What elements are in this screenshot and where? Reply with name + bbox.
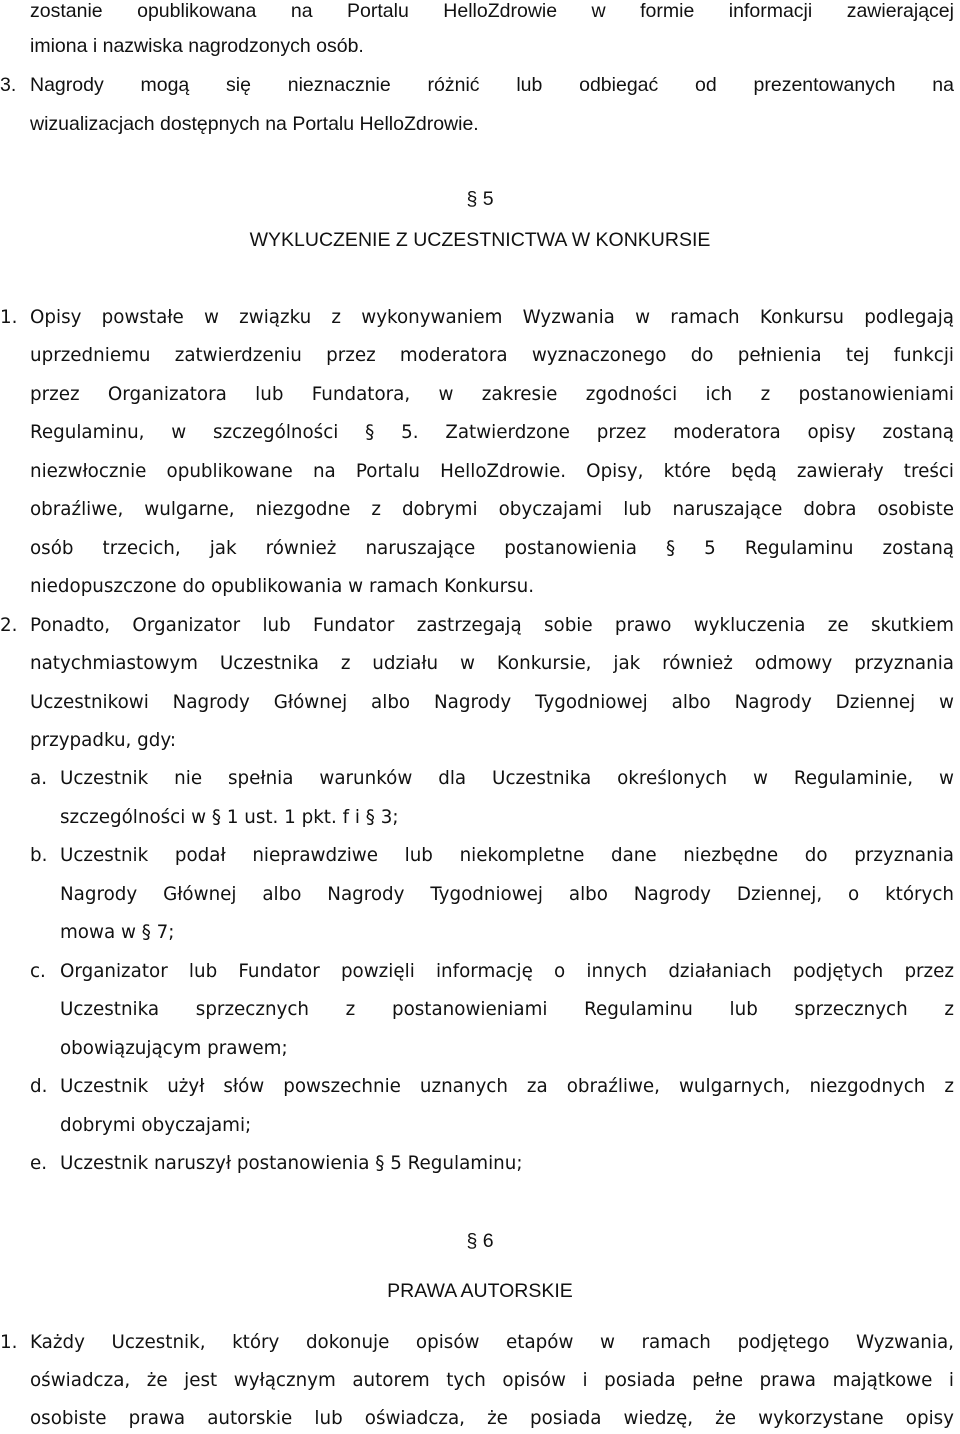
item-3-line-1: Nagrody mogą się nieznacznie różnić lub odbiegać od prezentowanych na (30, 74, 954, 96)
s5-p1-line-6: obraźliwe, wulgarne, niezgodne z dobrymi obyczajami lub naruszające dobra osobiste (30, 499, 954, 520)
section-6-title: PRAWA AUTORSKIE (387, 1280, 573, 1302)
s5-p1-line-3: przez Organizatora lub Fundatora, w zakresie zgodności ich z postanowieniami (30, 384, 954, 405)
s5-p1-line-2: uprzedniemu zatwierdzeniu przez moderatora wyznaczonego do pełnienia tej funkcji (30, 345, 954, 366)
s6-p1-line-2: oświadcza, że jest wyłącznym autorem tych opisów i posiada pełne prawa majątkowe i (30, 1370, 954, 1391)
subitem-b-line-2: Nagrody Głównej albo Nagrody Tygodniowej albo Nagrody Dziennej, o których (60, 884, 954, 905)
s5-p1-number: 1. (0, 307, 18, 328)
subitem-d-line-2: dobrymi obyczajami; (60, 1115, 252, 1136)
subitem-a-line-1: Uczestnik nie spełnia warunków dla Uczestnika określonych w Regulaminie, w (60, 768, 954, 789)
subitem-b-letter: b. (30, 845, 48, 866)
s5-p2-line-3: Uczestnikowi Nagrody Głównej albo Nagrody Tygodniowej albo Nagrody Dziennej w (30, 692, 954, 713)
s5-p2-number: 2. (0, 615, 18, 636)
subitem-d-letter: d. (30, 1076, 48, 1097)
subitem-a-letter: a. (30, 768, 48, 789)
subitem-e-letter: e. (30, 1153, 48, 1174)
subitem-c-letter: c. (30, 961, 46, 982)
subitem-b-line-1: Uczestnik podał nieprawdziwe lub niekompletne dane niezbędne do przyznania (60, 845, 954, 866)
subitem-d-line-1: Uczestnik użył słów powszechnie uznanych za obraźliwe, wulgarnych, niezgodnych z (60, 1076, 954, 1097)
s5-p1-line-8: niedopuszczone do opublikowania w ramach Konkursu. (30, 576, 535, 597)
subitem-e-line-1: Uczestnik naruszył postanowienia § 5 Regulaminu; (60, 1153, 523, 1174)
s6-p1-line-3: osobiste prawa autorskie lub oświadcza, że posiada wiedzę, że wykorzystane opisy (30, 1408, 954, 1429)
section-6-mark: § 6 (466, 1230, 494, 1252)
s5-p2-line-4: przypadku, gdy: (30, 730, 177, 751)
s6-p1-number: 1. (0, 1332, 18, 1353)
s5-p1-line-5: niezwłocznie opublikowane na Portalu HelloZdrowie. Opisy, które będą zawierały treści (30, 461, 954, 482)
item-3-line-2: wizualizacjach dostępnych na Portalu HelloZdrowie. (30, 113, 479, 135)
subitem-a-line-2: szczególności w § 1 ust. 1 pkt. f i § 3; (60, 807, 399, 828)
section-5-mark: § 5 (466, 188, 494, 210)
section-5-title: WYKLUCZENIE Z UCZESTNICTWA W KONKURSIE (249, 229, 711, 251)
subitem-b-line-3: mowa w § 7; (60, 922, 175, 943)
intro-line-2: imiona i nazwiska nagrodzonych osób. (30, 35, 364, 57)
s6-p1-line-1: Każdy Uczestnik, który dokonuje opisów etapów w ramach podjętego Wyzwania, (30, 1332, 954, 1353)
intro-line-1: zostanie opublikowana na Portalu HelloZdrowie w formie informacji zawierającej (30, 0, 954, 22)
s5-p2-line-2: natychmiastowym Uczestnika z udziału w Konkursie, jak również odmowy przyznania (30, 653, 954, 674)
subitem-c-line-2: Uczestnika sprzecznych z postanowieniami Regulaminu lub sprzecznych z (60, 999, 954, 1020)
subitem-c-line-1: Organizator lub Fundator powzięli informację o innych działaniach podjętych przez (60, 961, 954, 982)
item-3-number: 3. (0, 74, 17, 96)
s5-p1-line-4: Regulaminu, w szczególności § 5. Zatwierdzone przez moderatora opisy zostaną (30, 422, 954, 443)
subitem-c-line-3: obowiązującym prawem; (60, 1038, 288, 1059)
s5-p2-line-1: Ponadto, Organizator lub Fundator zastrzegają sobie prawo wykluczenia ze skutkiem (30, 615, 954, 636)
s5-p1-line-7: osób trzecich, jak również naruszające postanowienia § 5 Regulaminu zostaną (30, 538, 954, 559)
s5-p1-line-1: Opisy powstałe w związku z wykonywaniem Wyzwania w ramach Konkursu podlegają (30, 307, 954, 328)
